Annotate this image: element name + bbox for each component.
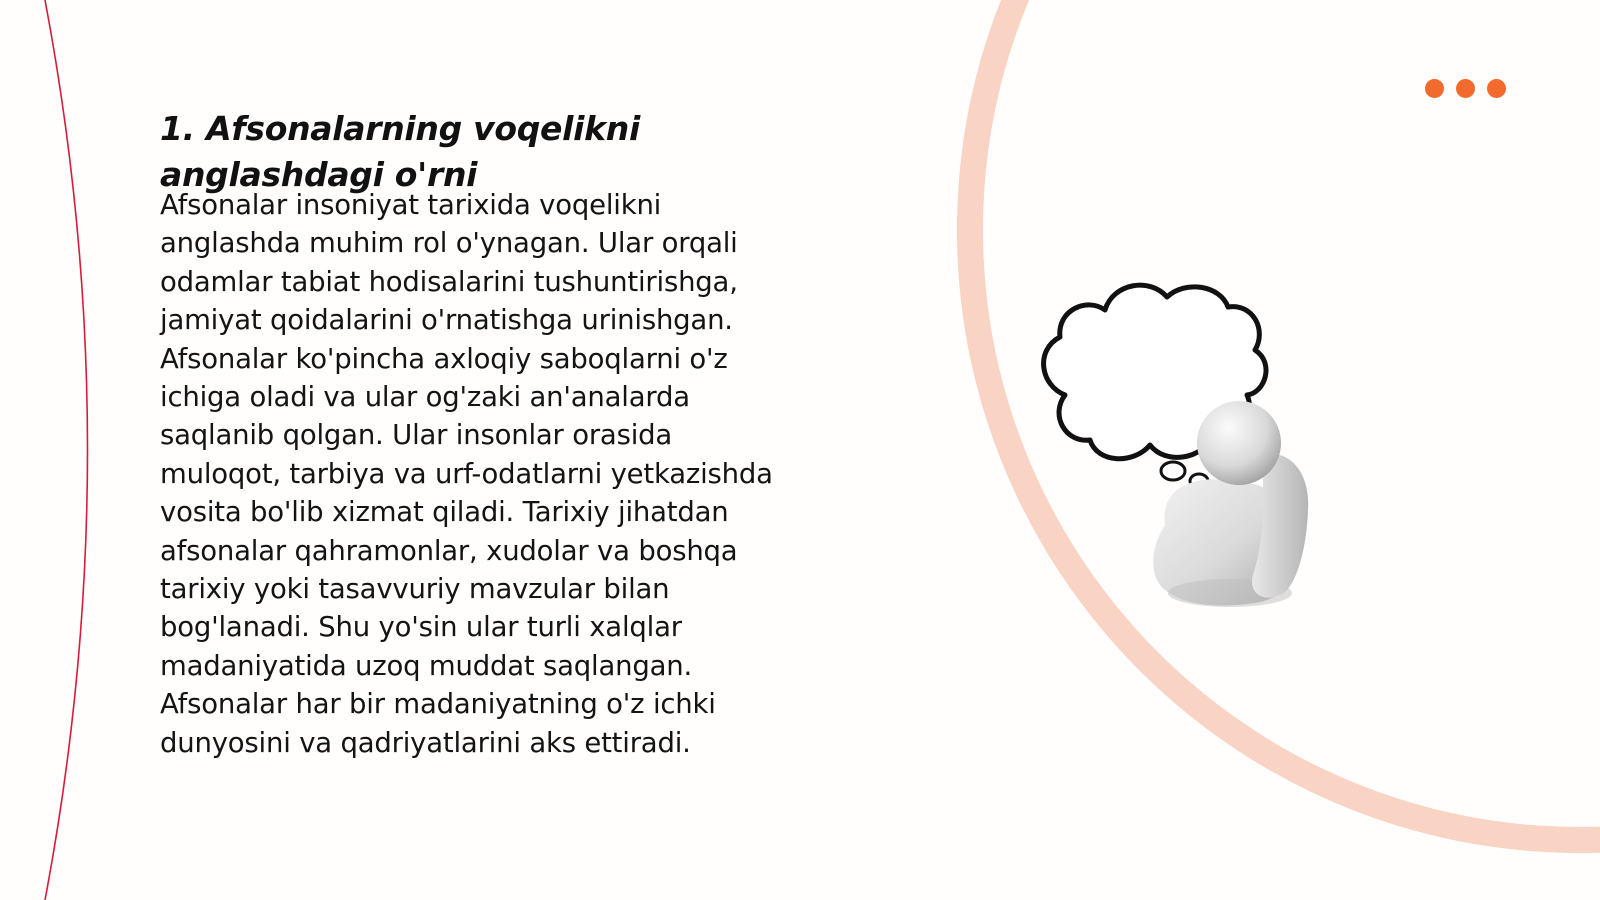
three-dots-icon[interactable] (1425, 79, 1506, 98)
dot-2 (1456, 79, 1475, 98)
left-curve-line (45, 0, 88, 900)
dot-1 (1425, 79, 1444, 98)
thinking-person-icon (1025, 275, 1355, 620)
slide-title: 1. Afsonalarning voqelikni anglashdagi o'rni (160, 109, 640, 194)
slide-body-text: Afsonalar insoniyat tarixida voqelikni anglashda muhim rol o'ynagan. Ular orqali odamlar tabiat hodisalarini tushuntirishga, jamiyat qoidalarini o'rnatishga urinishgan. Afsonalar ko'pincha axloqiy saboqlarni o'z ichiga oladi va ular og'zaki an'analarda saqlanib qolgan. Ular insonlar orasida muloqot, tarbiya va urf-odatlarni yetkazishda vosita bo'lib xizmat qiladi. Tarixiy jihatdan afsonalar qahramonlar, xudolar va boshqa tarixiy yoki tasavvuriy mavzular bilan bog'lanadi. Shu yo'sin ular turli xalqlar madaniyatida uzoq muddat saqlangan. Afsonalar har bir madaniyatning o'z ichki dunyosini va qadriyatlarini aks ettiradi. (160, 189, 773, 759)
dot-3 (1487, 79, 1506, 98)
